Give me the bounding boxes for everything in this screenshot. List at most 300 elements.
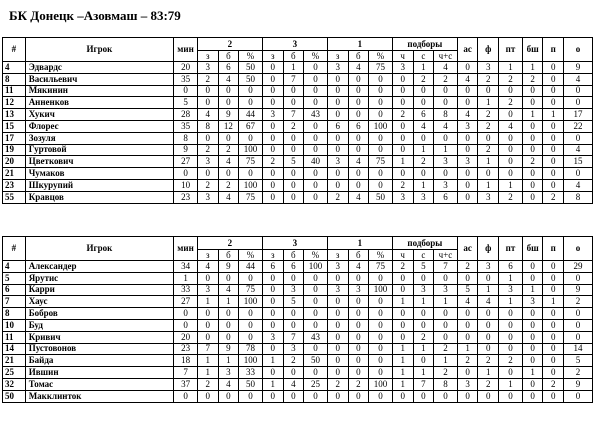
stat-cell: 1 xyxy=(197,367,218,379)
stat-cell: 0 xyxy=(457,168,478,180)
player-number: 21 xyxy=(3,355,26,367)
stat-cell: 0 xyxy=(543,73,564,85)
subheader-cell: % xyxy=(304,51,328,62)
stat-cell: 1 xyxy=(262,355,283,367)
stat-cell: 2 xyxy=(457,261,478,273)
stat-cell: 0 xyxy=(522,319,543,331)
stat-cell: 0 xyxy=(262,191,283,203)
player-row xyxy=(3,179,593,191)
player-number: 8 xyxy=(3,73,26,85)
stat-cell: 0 xyxy=(478,168,499,180)
subheader-cell: % xyxy=(369,250,393,261)
col-header-free-throws: 1 xyxy=(327,237,392,250)
stat-cell: 0 xyxy=(543,168,564,180)
player-number: 6 xyxy=(3,284,26,296)
stat-cell: 0 xyxy=(457,144,478,156)
player-name: Кривич xyxy=(25,331,174,343)
player-number: 11 xyxy=(3,331,26,343)
stat-cell: 0 xyxy=(478,331,499,343)
stat-cell: 6 xyxy=(413,109,434,121)
stat-cell: 0 xyxy=(369,144,393,156)
stat-cell: 6 xyxy=(283,261,304,273)
stat-cell: 0 xyxy=(392,132,413,144)
player-number: 23 xyxy=(3,179,26,191)
stat-cell: 0 xyxy=(304,296,328,308)
team-1-stats-table xyxy=(2,37,593,204)
stat-cell: 100 xyxy=(239,144,263,156)
stat-cell: 4 xyxy=(218,378,239,390)
player-row xyxy=(3,62,593,74)
stat-cell: 4 xyxy=(564,73,593,85)
stat-cell: 0 xyxy=(392,73,413,85)
stat-cell: 3 xyxy=(413,284,434,296)
stat-cell: 2 xyxy=(327,378,348,390)
stat-cell: 0 xyxy=(522,378,543,390)
stat-cell: 0 xyxy=(434,331,458,343)
player-name: Макклинток xyxy=(25,390,174,402)
col-header-steals: п xyxy=(543,38,564,62)
stat-cell: 0 xyxy=(499,390,523,402)
stat-cell: 0 xyxy=(283,85,304,97)
player-name: Гуртовой xyxy=(25,144,174,156)
subheader-cell: % xyxy=(239,51,263,62)
stat-cell: 43 xyxy=(304,109,328,121)
player-name: Буд xyxy=(25,319,174,331)
stat-cell: 1 xyxy=(522,284,543,296)
player-number: 11 xyxy=(3,85,26,97)
stat-cell: 3 xyxy=(457,378,478,390)
subheader-cell: б xyxy=(348,250,369,261)
stat-cell: 2 xyxy=(218,144,239,156)
stat-cell: 3 xyxy=(413,191,434,203)
stat-cell: 0 xyxy=(283,319,304,331)
stat-cell: 4 xyxy=(348,62,369,74)
stat-cell: 0 xyxy=(348,390,369,402)
player-name: Чумаков xyxy=(25,168,174,180)
stat-cell: 0 xyxy=(478,343,499,355)
stat-cell: 17 xyxy=(564,109,593,121)
stat-cell: 0 xyxy=(304,85,328,97)
stat-cell: 33 xyxy=(239,367,263,379)
stat-cell: 0 xyxy=(239,168,263,180)
stat-cell: 100 xyxy=(369,120,393,132)
team-1-rows xyxy=(3,62,593,204)
stat-cell: 0 xyxy=(304,132,328,144)
stat-cell: 0 xyxy=(478,132,499,144)
stat-cell: 0 xyxy=(522,308,543,320)
stat-cell: 0 xyxy=(369,109,393,121)
stat-cell: 0 xyxy=(392,319,413,331)
stat-cell: 2 xyxy=(478,120,499,132)
stat-cell: 4 xyxy=(348,191,369,203)
player-row xyxy=(3,109,593,121)
subheader-cell: б xyxy=(283,250,304,261)
stat-cell: 4 xyxy=(283,378,304,390)
stat-cell: 0 xyxy=(499,109,523,121)
stat-cell: 1 xyxy=(499,62,523,74)
player-row xyxy=(3,390,593,402)
stat-cell: 0 xyxy=(239,272,263,284)
stat-cell: 0 xyxy=(239,97,263,109)
player-name: Ярутис xyxy=(25,272,174,284)
stat-cell: 0 xyxy=(218,272,239,284)
subheader-cell: ч xyxy=(392,51,413,62)
stat-cell: 0 xyxy=(304,343,328,355)
stat-cell: 4 xyxy=(413,120,434,132)
stat-cell: 9 xyxy=(564,284,593,296)
stat-cell: 0 xyxy=(348,97,369,109)
stat-cell: 0 xyxy=(543,97,564,109)
stat-cell: 0 xyxy=(304,97,328,109)
col-header-player: Игрок xyxy=(25,38,174,62)
stat-cell: 50 xyxy=(304,355,328,367)
player-name: Шкурупий xyxy=(25,179,174,191)
stat-cell: 0 xyxy=(499,144,523,156)
stat-cell: 0 xyxy=(327,97,348,109)
stat-cell: 6 xyxy=(327,120,348,132)
stat-cell: 0 xyxy=(327,109,348,121)
stat-cell: 2 xyxy=(327,191,348,203)
stat-cell: 0 xyxy=(434,85,458,97)
stat-cell: 14 xyxy=(564,343,593,355)
stat-cell: 0 xyxy=(543,179,564,191)
player-name: Карри xyxy=(25,284,174,296)
player-row xyxy=(3,120,593,132)
stat-cell: 4 xyxy=(564,144,593,156)
stat-cell: 2 xyxy=(413,73,434,85)
stat-cell: 3 xyxy=(197,284,218,296)
stat-cell: 0 xyxy=(457,191,478,203)
stat-cell: 5 xyxy=(564,355,593,367)
stat-cell: 3 xyxy=(478,62,499,74)
stat-cell: 2 xyxy=(413,331,434,343)
stat-cell: 0 xyxy=(392,308,413,320)
player-number: 15 xyxy=(3,120,26,132)
stat-cell: 7 xyxy=(283,331,304,343)
col-header-points: о xyxy=(564,38,593,62)
stat-cell: 0 xyxy=(348,73,369,85)
stat-cell: 1 xyxy=(434,144,458,156)
stat-cell: 0 xyxy=(327,179,348,191)
stat-cell: 0 xyxy=(413,355,434,367)
stat-cell: 2 xyxy=(197,179,218,191)
stat-cell: 0 xyxy=(543,144,564,156)
stat-cell: 0 xyxy=(348,296,369,308)
stat-cell: 9 xyxy=(218,343,239,355)
player-name: Кравцов xyxy=(25,191,174,203)
stat-cell: 25 xyxy=(304,378,328,390)
stat-cell: 34 xyxy=(174,261,198,273)
stat-cell: 1 xyxy=(522,367,543,379)
stat-cell: 29 xyxy=(564,261,593,273)
stat-cell: 0 xyxy=(392,97,413,109)
stat-cell: 0 xyxy=(327,168,348,180)
stat-cell: 44 xyxy=(239,109,263,121)
stat-cell: 0 xyxy=(348,331,369,343)
stat-cell: 0 xyxy=(543,156,564,168)
stat-cell: 0 xyxy=(218,308,239,320)
stat-cell: 5 xyxy=(457,284,478,296)
stat-cell: 3 xyxy=(327,156,348,168)
player-name: Байда xyxy=(25,355,174,367)
stat-cell: 75 xyxy=(369,156,393,168)
stat-cell: 18 xyxy=(174,355,198,367)
col-header-minutes: мин xyxy=(174,38,198,62)
player-name: Бобров xyxy=(25,308,174,320)
stat-cell: 8 xyxy=(434,378,458,390)
player-number: 4 xyxy=(3,261,26,273)
stat-cell: 0 xyxy=(327,144,348,156)
team-2-stats-table xyxy=(2,236,593,403)
stat-cell: 0 xyxy=(369,367,393,379)
page-title: БК Донецк –Азовмаш – 83:79 xyxy=(9,8,181,23)
col-header-turnovers: пт xyxy=(499,237,523,261)
col-header-points: о xyxy=(564,237,593,261)
stat-cell: 50 xyxy=(239,378,263,390)
stat-cell: 0 xyxy=(239,390,263,402)
stat-cell: 1 xyxy=(218,296,239,308)
stat-cell: 4 xyxy=(564,179,593,191)
player-name: Мякинин xyxy=(25,85,174,97)
stat-cell: 1 xyxy=(522,109,543,121)
subheader-cell: б xyxy=(218,250,239,261)
stat-cell: 0 xyxy=(434,319,458,331)
stat-cell: 22 xyxy=(564,120,593,132)
stat-cell: 2 xyxy=(283,120,304,132)
stat-cell: 0 xyxy=(304,284,328,296)
stat-cell: 1 xyxy=(413,343,434,355)
stat-cell: 0 xyxy=(522,355,543,367)
stat-cell: 0 xyxy=(457,97,478,109)
player-row xyxy=(3,144,593,156)
stat-cell: 0 xyxy=(369,319,393,331)
stat-cell: 2 xyxy=(283,355,304,367)
stat-cell: 0 xyxy=(434,272,458,284)
stat-cell: 4 xyxy=(218,73,239,85)
player-number: 4 xyxy=(3,62,26,74)
col-header-minutes: мин xyxy=(174,237,198,261)
player-row xyxy=(3,296,593,308)
stat-cell: 0 xyxy=(304,390,328,402)
stat-cell: 0 xyxy=(327,390,348,402)
stat-cell: 75 xyxy=(239,191,263,203)
stat-cell: 0 xyxy=(348,355,369,367)
stat-cell: 3 xyxy=(197,191,218,203)
stat-cell: 3 xyxy=(392,191,413,203)
stat-cell: 0 xyxy=(392,85,413,97)
stat-cell: 2 xyxy=(478,355,499,367)
subheader-cell: б xyxy=(348,51,369,62)
stat-cell: 0 xyxy=(457,319,478,331)
player-number: 8 xyxy=(3,308,26,320)
stat-cell: 0 xyxy=(283,144,304,156)
stat-cell: 75 xyxy=(239,284,263,296)
stat-cell: 0 xyxy=(283,308,304,320)
stat-cell: 0 xyxy=(304,62,328,74)
player-row xyxy=(3,343,593,355)
stat-cell: 10 xyxy=(174,179,198,191)
stat-cell: 2 xyxy=(478,144,499,156)
header-row xyxy=(3,38,593,51)
stat-cell: 1 xyxy=(478,367,499,379)
stat-cell: 0 xyxy=(197,390,218,402)
stat-cell: 0 xyxy=(392,284,413,296)
stat-cell: 23 xyxy=(174,343,198,355)
stat-cell: 6 xyxy=(218,62,239,74)
player-number: 7 xyxy=(3,296,26,308)
team-2-rows xyxy=(3,261,593,403)
stat-cell: 1 xyxy=(478,179,499,191)
stat-cell: 3 xyxy=(283,284,304,296)
stat-cell: 1 xyxy=(392,343,413,355)
player-row xyxy=(3,272,593,284)
subheader-cell: з xyxy=(327,51,348,62)
stat-cell: 1 xyxy=(197,355,218,367)
player-name: Томас xyxy=(25,378,174,390)
stat-cell: 0 xyxy=(564,272,593,284)
subheader-cell: с xyxy=(413,51,434,62)
stat-cell: 7 xyxy=(434,261,458,273)
stat-cell: 0 xyxy=(174,168,198,180)
stat-cell: 0 xyxy=(457,367,478,379)
stat-cell: 0 xyxy=(197,85,218,97)
stat-cell: 1 xyxy=(499,296,523,308)
stat-cell: 0 xyxy=(369,132,393,144)
stat-cell: 0 xyxy=(543,284,564,296)
stat-cell: 3 xyxy=(499,284,523,296)
player-row xyxy=(3,284,593,296)
stat-cell: 1 xyxy=(478,284,499,296)
stat-cell: 0 xyxy=(413,97,434,109)
stat-cell: 0 xyxy=(522,343,543,355)
stat-cell: 0 xyxy=(262,390,283,402)
stat-cell: 0 xyxy=(348,308,369,320)
stat-cell: 33 xyxy=(174,284,198,296)
stat-cell: 0 xyxy=(174,308,198,320)
stat-cell: 0 xyxy=(434,308,458,320)
player-row xyxy=(3,73,593,85)
stat-cell: 0 xyxy=(262,132,283,144)
stat-cell: 0 xyxy=(348,319,369,331)
stat-cell: 0 xyxy=(327,296,348,308)
stat-cell: 4 xyxy=(478,296,499,308)
player-number: 32 xyxy=(3,378,26,390)
col-header-assists: ас xyxy=(457,237,478,261)
stat-cell: 0 xyxy=(564,390,593,402)
stat-cell: 0 xyxy=(392,272,413,284)
col-header-two-pointers: 2 xyxy=(197,38,262,51)
stat-cell: 0 xyxy=(262,168,283,180)
stat-cell: 0 xyxy=(304,179,328,191)
stat-cell: 0 xyxy=(197,97,218,109)
col-header-fouls: ф xyxy=(478,38,499,62)
stat-cell: 4 xyxy=(218,156,239,168)
stat-cell: 0 xyxy=(283,367,304,379)
stat-cell: 1 xyxy=(413,62,434,74)
stat-cell: 0 xyxy=(262,308,283,320)
stat-cell: 0 xyxy=(522,144,543,156)
player-row xyxy=(3,319,593,331)
stat-cell: 0 xyxy=(283,132,304,144)
stat-cell: 67 xyxy=(239,120,263,132)
stat-cell: 0 xyxy=(522,132,543,144)
stat-cell: 0 xyxy=(369,97,393,109)
stat-cell: 0 xyxy=(522,331,543,343)
col-header-player: Игрок xyxy=(25,237,174,261)
stat-cell: 0 xyxy=(392,331,413,343)
stat-cell: 50 xyxy=(239,62,263,74)
stat-cell: 6 xyxy=(262,261,283,273)
stat-cell: 78 xyxy=(239,343,263,355)
stat-cell: 0 xyxy=(348,343,369,355)
stat-cell: 8 xyxy=(174,132,198,144)
stat-cell: 0 xyxy=(543,355,564,367)
stat-cell: 100 xyxy=(239,355,263,367)
stat-cell: 0 xyxy=(327,272,348,284)
stat-cell: 0 xyxy=(262,97,283,109)
stat-cell: 8 xyxy=(564,191,593,203)
stat-cell: 0 xyxy=(413,390,434,402)
stat-cell: 7 xyxy=(197,343,218,355)
stat-cell: 100 xyxy=(239,296,263,308)
col-header-steals: п xyxy=(543,237,564,261)
stat-cell: 0 xyxy=(522,390,543,402)
stat-cell: 7 xyxy=(283,73,304,85)
stat-cell: 0 xyxy=(499,168,523,180)
stat-cell: 0 xyxy=(197,168,218,180)
player-row xyxy=(3,191,593,203)
subheader-cell: б xyxy=(218,51,239,62)
stat-cell: 9 xyxy=(564,62,593,74)
stat-cell: 44 xyxy=(239,261,263,273)
player-row xyxy=(3,261,593,273)
stat-cell: 0 xyxy=(327,308,348,320)
stat-cell: 0 xyxy=(239,308,263,320)
stat-cell: 0 xyxy=(304,272,328,284)
col-header-rebounds: подборы xyxy=(392,237,457,250)
stat-cell: 2 xyxy=(564,367,593,379)
player-name: Ившин xyxy=(25,367,174,379)
stat-cell: 0 xyxy=(262,144,283,156)
col-header-three-pointers: 3 xyxy=(262,237,327,250)
stat-cell: 0 xyxy=(262,296,283,308)
stat-cell: 0 xyxy=(327,132,348,144)
stat-cell: 1 xyxy=(392,156,413,168)
player-name: Васильевич xyxy=(25,73,174,85)
stat-cell: 4 xyxy=(348,261,369,273)
stat-cell: 2 xyxy=(478,378,499,390)
stat-cell: 1 xyxy=(499,272,523,284)
stat-cell: 0 xyxy=(283,97,304,109)
stat-cell: 0 xyxy=(218,97,239,109)
stat-cell: 0 xyxy=(174,319,198,331)
stat-cell: 0 xyxy=(283,168,304,180)
stat-cell: 2 xyxy=(413,156,434,168)
stat-cell: 4 xyxy=(218,284,239,296)
stat-cell: 1 xyxy=(499,179,523,191)
stat-cell: 0 xyxy=(304,168,328,180)
stat-cell: 100 xyxy=(369,284,393,296)
stat-cell: 0 xyxy=(543,331,564,343)
stat-cell: 0 xyxy=(218,85,239,97)
stat-cell: 0 xyxy=(262,179,283,191)
stat-cell: 0 xyxy=(543,261,564,273)
stat-cell: 3 xyxy=(327,62,348,74)
player-row xyxy=(3,308,593,320)
stat-cell: 100 xyxy=(239,179,263,191)
stat-cell: 100 xyxy=(369,378,393,390)
stat-cell: 2 xyxy=(478,73,499,85)
